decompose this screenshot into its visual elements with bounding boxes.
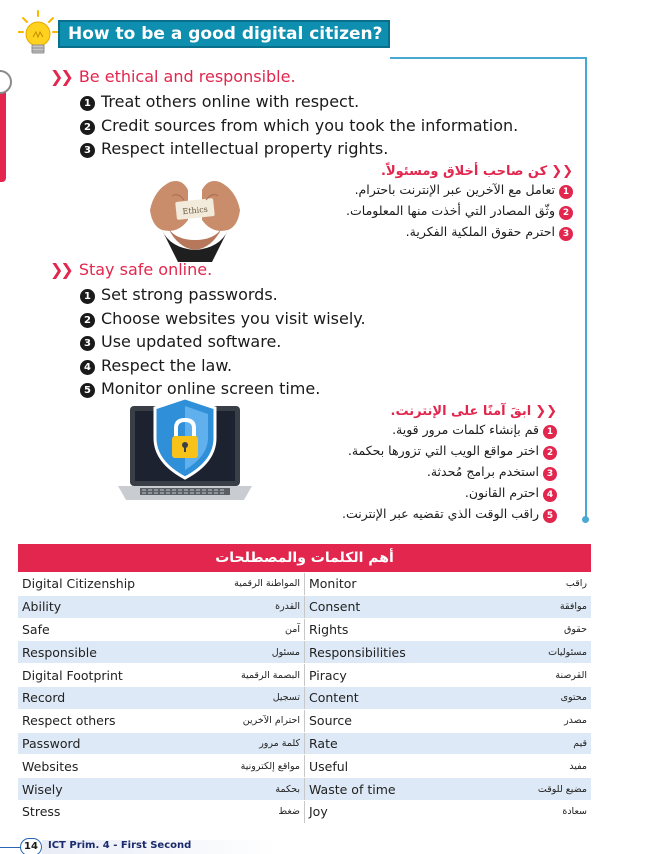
table-row xyxy=(18,733,591,756)
term-ar: مواقع إلكترونية xyxy=(240,760,300,772)
term-ar: مسئول xyxy=(271,646,300,658)
list-item xyxy=(80,114,518,138)
footer-book-title: ICT Prim. 4 - First Second xyxy=(48,840,192,851)
list-item-text: Credit sources from which you took the information. xyxy=(101,115,519,135)
list-item xyxy=(80,90,518,114)
table-row xyxy=(18,619,591,642)
table-cell xyxy=(18,664,305,686)
table-cell xyxy=(305,641,591,663)
table-cell xyxy=(305,573,591,595)
term-en: Joy xyxy=(309,804,328,820)
list-item-text: Monitor online screen time. xyxy=(101,379,321,398)
list-item xyxy=(80,354,366,378)
term-ar: مضيع للوقت xyxy=(537,783,587,795)
term-en: Digital Footprint xyxy=(22,667,123,683)
term-en: Digital Citizenship xyxy=(22,576,136,592)
number-badge: 2 xyxy=(80,120,95,135)
chevron-right-icon: ❯❯ xyxy=(50,67,71,86)
term-ar: قيم xyxy=(573,737,587,749)
term-ar: سعادة xyxy=(562,806,587,818)
list-item-text: تعامل مع الآخرين عبر الإنترنت باحترام. xyxy=(354,182,555,197)
page-title: How to be a good digital citizen? xyxy=(68,24,383,44)
ethics-card-label: Ethics xyxy=(182,204,209,217)
number-badge: 1 xyxy=(80,289,95,304)
number-badge: 2 xyxy=(559,206,573,220)
list-item-text: Set strong passwords. xyxy=(101,285,278,304)
section-safe-arabic xyxy=(342,404,557,524)
list-item-text: احترم حقوق الملكية الفكرية. xyxy=(405,224,555,239)
number-badge: 1 xyxy=(543,425,557,439)
list-item xyxy=(342,503,557,524)
list-item-text: وثّق المصادر التي أخذت منها المعلومات. xyxy=(346,203,555,218)
list-item xyxy=(342,419,557,440)
list-item-text: استخدم برامج مُحدثة. xyxy=(426,464,539,479)
term-ar: القدرة xyxy=(275,601,300,613)
ethics-hands-image xyxy=(148,170,242,262)
term-en: Rights xyxy=(309,621,349,637)
table-row xyxy=(18,755,591,778)
table-row xyxy=(18,710,591,733)
term-ar: آمن xyxy=(285,623,300,635)
number-badge: 2 xyxy=(543,446,557,460)
term-ar: كلمة مرور xyxy=(259,737,300,749)
table-cell xyxy=(305,733,591,755)
laptop-icon xyxy=(118,392,252,514)
table-cell xyxy=(18,687,305,709)
term-ar: موافقة xyxy=(559,601,587,613)
term-ar: محتوى xyxy=(560,692,587,704)
list-item xyxy=(80,283,366,307)
number-badge: 3 xyxy=(543,467,557,481)
number-badge: 5 xyxy=(80,383,95,398)
term-en: Stress xyxy=(22,804,61,820)
number-badge: 4 xyxy=(543,488,557,502)
table-cell xyxy=(305,801,591,823)
term-ar: حقوق xyxy=(564,623,587,635)
side-circle xyxy=(0,70,12,94)
term-ar: ضغط xyxy=(278,806,300,818)
list-item xyxy=(346,221,573,242)
list-item xyxy=(80,137,518,161)
term-en: Consent xyxy=(309,599,361,615)
section-ethical-arabic-heading xyxy=(346,164,573,179)
term-ar: المواطنة الرقمية xyxy=(234,578,300,590)
glossary-title: أهم الكلمات والمصطلحات xyxy=(18,544,591,572)
term-en: Respect others xyxy=(22,713,116,729)
table-cell xyxy=(18,755,305,777)
number-badge: 2 xyxy=(80,313,95,328)
page-number: 14 xyxy=(20,838,42,854)
term-ar: مسئوليات xyxy=(548,646,587,658)
term-ar: القرصنة xyxy=(555,669,587,681)
number-badge: 5 xyxy=(543,509,557,523)
list-item xyxy=(342,461,557,482)
table-row xyxy=(18,573,591,596)
term-en: Content xyxy=(309,690,359,706)
arabic-heading-text: كن صاحب أخلاق ومسئولاً. xyxy=(381,164,548,179)
term-en: Responsible xyxy=(22,644,97,660)
frame-top-border xyxy=(390,57,586,59)
table-cell xyxy=(305,596,591,618)
list-item xyxy=(342,482,557,503)
term-en: Piracy xyxy=(309,667,347,683)
table-cell xyxy=(18,641,305,663)
section-safe-heading xyxy=(50,260,212,279)
chevron-left-icon: ❮❮ xyxy=(551,164,573,179)
term-ar: بحكمة xyxy=(275,783,300,795)
section-ethical-arabic xyxy=(346,164,573,242)
frame-end-dot xyxy=(582,516,589,523)
term-en: Source xyxy=(309,713,352,729)
term-ar: احترام الآخرين xyxy=(242,715,300,727)
table-cell xyxy=(18,573,305,595)
number-badge: 1 xyxy=(80,96,95,111)
list-item-text: احترم القانون. xyxy=(464,485,539,500)
term-en: Waste of time xyxy=(309,781,396,797)
table-cell xyxy=(305,687,591,709)
table-row xyxy=(18,687,591,710)
list-item-text: اختر مواقع الويب التي تزورها بحكمة. xyxy=(347,443,539,458)
table-row xyxy=(18,778,591,801)
list-item-text: Use updated software. xyxy=(101,332,282,351)
term-ar: تسجيل xyxy=(272,692,300,704)
term-en: Useful xyxy=(309,758,349,774)
section-ethical-heading-text: Be ethical and responsible. xyxy=(78,67,296,86)
term-en: Safe xyxy=(22,621,50,637)
number-badge: 4 xyxy=(80,360,95,375)
table-row xyxy=(18,641,591,664)
section-ethical-list xyxy=(80,90,518,161)
term-en: Password xyxy=(22,735,81,751)
term-ar: راقب xyxy=(565,578,587,590)
table-cell xyxy=(18,733,305,755)
term-ar: مفيد xyxy=(569,760,587,772)
footer-line xyxy=(0,847,20,848)
glossary-table xyxy=(18,573,591,824)
term-en: Rate xyxy=(309,735,338,751)
chevron-left-icon: ❮❮ xyxy=(535,404,557,419)
table-cell xyxy=(18,778,305,800)
frame-right-border xyxy=(585,57,587,520)
table-cell xyxy=(305,664,591,686)
list-item xyxy=(342,440,557,461)
section-safe-list xyxy=(80,283,366,401)
table-cell xyxy=(18,596,305,618)
list-item-text: Respect intellectual property rights. xyxy=(101,139,389,158)
section-safe-heading-text: Stay safe online. xyxy=(78,260,213,279)
list-item xyxy=(346,179,573,200)
chevron-right-icon: ❯❯ xyxy=(50,260,71,279)
term-ar: مصدر xyxy=(564,715,587,727)
number-badge: 3 xyxy=(80,336,95,351)
table-row xyxy=(18,664,591,687)
term-en: Wisely xyxy=(22,781,63,797)
number-badge: 3 xyxy=(80,143,95,158)
list-item xyxy=(80,330,366,354)
list-item-text: Treat others online with respect. xyxy=(101,92,360,111)
table-cell xyxy=(305,619,591,641)
term-en: Monitor xyxy=(309,576,357,592)
list-item-text: Respect the law. xyxy=(101,355,233,375)
table-cell xyxy=(18,619,305,641)
table-row xyxy=(18,596,591,619)
number-badge: 3 xyxy=(559,227,573,241)
page-title-bar xyxy=(58,20,390,48)
table-row xyxy=(18,801,591,824)
term-en: Websites xyxy=(22,758,79,774)
arabic-heading-text: ابقَ آمنًا على الإنترنت. xyxy=(390,404,532,419)
table-cell xyxy=(305,710,591,732)
number-badge: 1 xyxy=(559,185,573,199)
list-item-text: Choose websites you visit wisely. xyxy=(101,308,366,328)
table-cell xyxy=(305,755,591,777)
list-item xyxy=(346,200,573,221)
table-cell xyxy=(18,801,305,823)
list-item-text: قم بإنشاء كلمات مرور قوية. xyxy=(392,422,539,437)
term-en: Ability xyxy=(22,599,62,615)
section-safe-arabic-heading xyxy=(342,404,557,419)
list-item xyxy=(80,307,366,331)
term-ar: البصمة الرقمية xyxy=(240,669,300,681)
arabic-list xyxy=(346,179,573,242)
term-en: Responsibilities xyxy=(309,644,406,660)
list-item-text: راقب الوقت الذي تقضيه عبر الإنترنت. xyxy=(342,506,539,521)
arabic-list xyxy=(342,419,557,524)
table-cell xyxy=(18,710,305,732)
section-ethical-heading xyxy=(50,67,296,86)
table-cell xyxy=(305,778,591,800)
term-en: Record xyxy=(22,690,66,706)
lightbulb-icon xyxy=(18,10,58,60)
